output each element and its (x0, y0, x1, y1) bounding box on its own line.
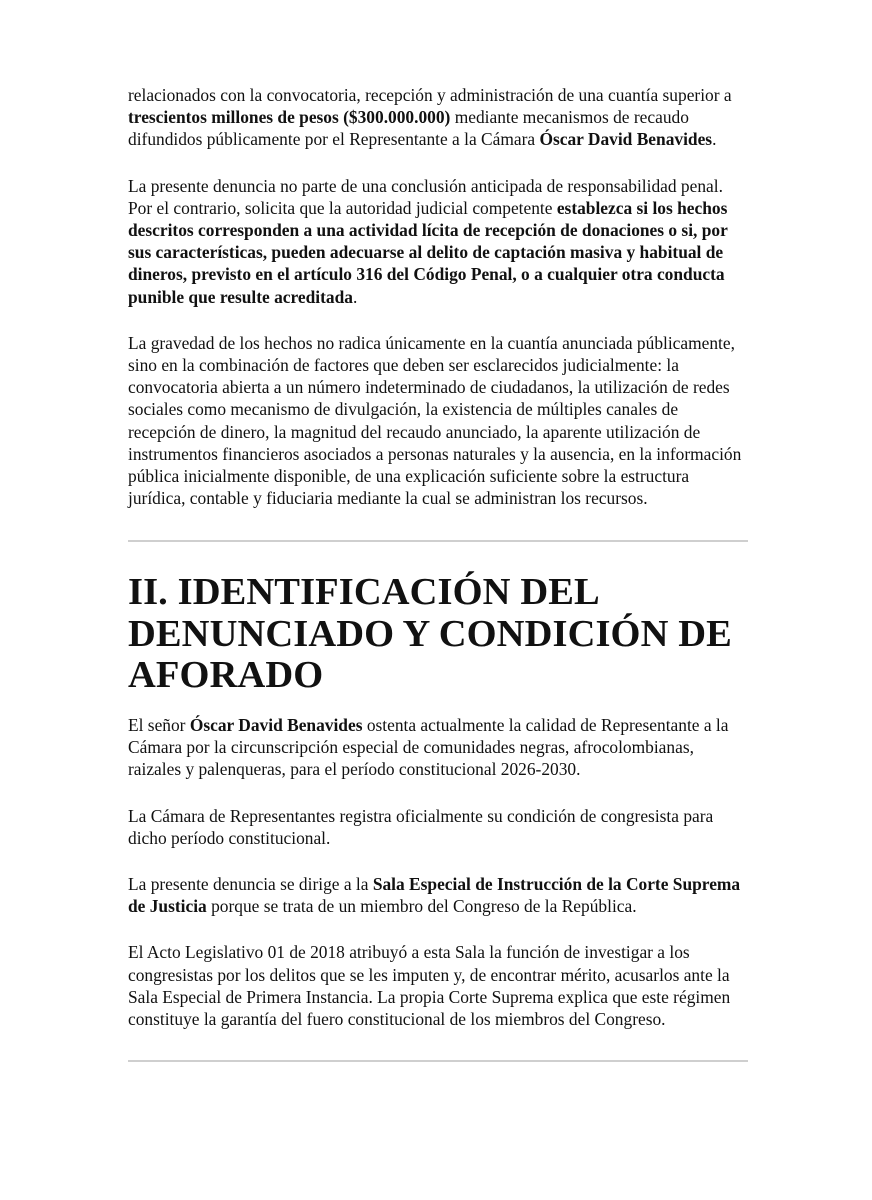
paragraph-cuantia: relacionados con la convocatoria, recepción y administración de una cuantía superior a trescientos millones de pesos ($300.000.000) mediante mecanismos de recaudo difundidos públicamente por el Representante a la Cámara Óscar David Benavides. (128, 85, 732, 150)
paragraph-gravedad: La gravedad de los hechos no radica únicamente en la cuantía anunciada públicamente, sino en la combinación de factores que deben ser esclarecidos judicialmente: la convocatoria abierta a un número indeterminado de ciudadanos, la utilización de redes sociales como mecanismo de divulgación, la existencia de múltiples canales de recepción de dinero, la magnitud del recaudo anunciado, la aparente utilización de instrumentos financieros asociados a personas naturales y la ausencia, en la información pública inicialmente disponible, de una explicación suficiente sobre la estructura jurídica, contable y fiduciaria mediante la cual se administran los recursos. (128, 332, 742, 509)
paragraph-representante: El señor Óscar David Benavides ostenta actualmente la calidad de Representante a la Cámara por la circunscripción especial de comunidades negras, afrocolombianas, raizales y palenqueras, para el período constitucional 2026-2030. (128, 714, 729, 780)
paragraph-acto-legislativo: El Acto Legislativo 01 de 2018 atribuyó a esta Sala la función de investigar a los congresistas por los delitos que se les imputen y, de encontrar mérito, acusarlos ante la Sala Especial de Primera Instancia. La propia Corte Suprema explica que este régimen constituye la garantía del fuero constitucional de los miembros del Congreso. (128, 942, 731, 1029)
section-divider-bottom (128, 1060, 748, 1062)
paragraph-solicitud: La presente denuncia no parte de una conclusión anticipada de responsabilidad penal. Por el contrario, solicita que la autoridad judicial competente establezca si los hechos descritos corresponden a una actividad lícita de recepción de donaciones o si, por sus características, pueden adecuarse al delito de captación masiva y habitual de dineros, previsto en el artículo 316 del Código Penal, o a cualquier otra conducta punible que resulte acreditada. (128, 175, 728, 307)
section-heading: II. IDENTIFICACIÓN DEL DENUNCIADO Y CONDICIÓN DE AFORADO (128, 571, 732, 697)
document-page (128, 84, 748, 1062)
paragraph-sala: La presente denuncia se dirige a la Sala Especial de Instrucción de la Corte Suprema de Justicia porque se trata de un miembro del Congreso de la República. (128, 873, 741, 917)
paragraph-registro: La Cámara de Representantes registra oficialmente su condición de congresista para dicho período constitucional. (128, 805, 714, 848)
